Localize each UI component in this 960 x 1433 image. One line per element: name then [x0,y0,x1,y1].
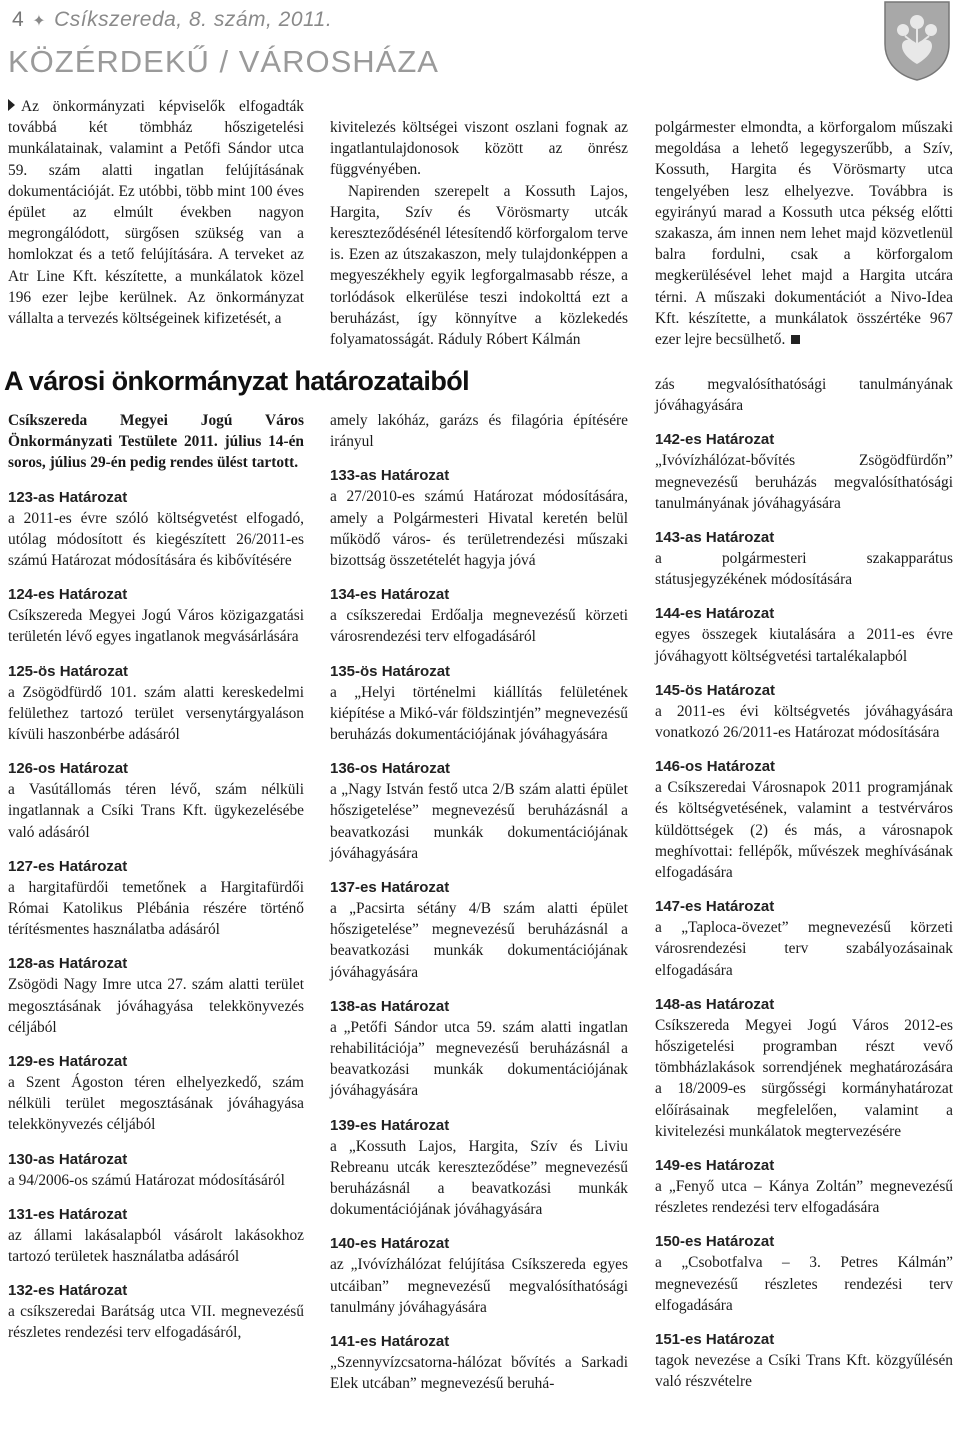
decision-heading: 145-ös Határozat [655,681,776,699]
decision-heading: 139-es Határozat [330,1116,450,1134]
decision-heading: 149-es Határozat [655,1157,775,1175]
decision-text: Csíkszereda Megyei Jogú Város közigazgatási területén lévő egyes ingatlanok megvásárlására [8,607,304,646]
decision-text: a „Petőfi Sándor utca 59. szám alatti ingatlan rehabilitációja” megnevezésű beruházásnál a beavatkozási munkák dokumentációjának jóváhagyására [330,1018,628,1100]
decision-text: a „Pacsirta sétány 4/B szám alatti épület hőszigetelése” megnevezésű beruházásnál a beavatkozási munkák dokumentációjának jóváhagyására [330,900,628,981]
decision-text: a „Helyi történelmi kiállítás felületének kiépítése a Mikó-vár földszintjén” megnevezésű beruházás dokumentációjának jóváhagyására [330,683,628,744]
decision-text: a „Csobotfalva – 3. Petres Kálmán” megnevezésű részletes rendezési terv elfogadására [655,1254,953,1314]
decisions-column-2 [330,410,628,1395]
decision-heading: 132-es Határozat [8,1282,128,1300]
decision-heading: 130-as Határozat [8,1150,128,1168]
decision-text: a „Fenyő utca – Kánya Zoltán” megnevezésű részletes rendezési terv elfogadására [655,1178,953,1217]
decision-heading: 124-es Határozat [8,586,128,604]
decisions-column-1 [8,410,304,1344]
decision-heading: 148-as Határozat [655,995,775,1013]
decision-heading: 131-es Határozat [8,1205,128,1223]
decision-text: a „Nagy István festő utca 2/B szám alatti épület hőszigetelése” megnevezésű beruházásnál a beavatkozási munkák dokumentációjának jóváhagyására [330,781,628,862]
decision-text: a Szent Ágoston téren elhelyezkedő, szám nélküli terület megosztásának jóváhagyása telekkönyvezés céljából [8,1074,304,1134]
article-column-3 [655,117,953,350]
decision-text: a hargitafürdői temetőnek a Hargitafürdői Római Katolikus Plébánia részére történő térítésmentes használatba adásáról [8,878,304,939]
decision-text: a polgármesteri szakapparátus státusjegyzékének módosítására [655,550,953,589]
decision-text: a 2011-es évre szóló költségvetést elfogadó, utólag módosított és kiegészített 26/2011-es számú Határozat módosítására és kibővítésére [8,509,304,570]
arrow-right-icon [8,99,15,111]
decision-text: „Szennyvízcsatorna-hálózat bővítés a Sarkadi Elek utcában” megnevezésű beruhá- [330,1354,628,1393]
decision-heading: 129-es Határozat [8,1053,128,1071]
coat-of-arms-icon [882,0,952,82]
decision-text: a csíkszeredai Erdőalja megnevezésű körzeti városrendezési terv elfogadásáról [330,607,628,646]
article-text-3: polgármester elmondta, a körforgalom műszaki megoldása a lehető legegyszerűbb, a Szív, Kossuth, Hargita és Vörösmarty utca tengelyében lesz elhelyezve. Továbbra is egyirányú marad a Kossuth utca pékség előtti szakasza, ám innen nem lehet majd közvetlenül balra fordulni, csak a körforgalom megkerülésével lehet majd a Hargita utcára térni. A műszaki dokumentációt a Nivo-Idea Kft. készítette, a munkálatok összértéke 967 ezer lejre becsülhető. [655,119,953,349]
decision-text: a Vasútállomás téren lévő, szám nélküli ingatlannak a Csíki Trans Kft. ügykezelésébe való adásáról [8,781,304,841]
decision-heading: 126-os Határozat [8,760,129,778]
decision-text: a 27/2010-es számú Határozat módosítására, amely a Polgármesteri Hivatal keretén belül működő város- és területrendezési műszaki bizottság összetételét hagyja jóvá [330,488,628,570]
decision-heading: 150-es Határozat [655,1233,775,1251]
end-mark-icon [791,335,800,344]
decision-text: Zsögödi Nagy Imre utca 27. szám alatti terület megosztásának jóváhagyása telekkönyvezés céljából [8,976,304,1036]
decision-heading: 123-as Határozat [8,488,128,506]
article-column-2 [330,117,628,350]
decision-heading: 135-ös Határozat [330,662,451,680]
decision-text: egyes összegek kiutalására a 2011-es évre jóváhagyott költségvetési tartalékalapból [655,626,953,665]
decisions-column-3 [655,374,953,1393]
issue-info: Csíkszereda, 8. szám, 2011. [54,8,333,31]
decision-text: „Ivóvízhálózat-bővítés Zsögödfürdőn” megnevezésű beruházás megvalósíthatósági tanulmányának jóváhagyására [655,452,953,512]
decision-text: Csíkszereda Megyei Jogú Város 2012-es hőszigetelési programban részt vevő tömbházlakások sorrendjének meghatározására a 18/2009-es sürgősségi kormányhatározat előírásainak megfelelően, valamint a kivitelezési munkálatok megtervezésére [655,1016,953,1140]
decision-heading: 134-es Határozat [330,586,450,604]
decision-text: a csíkszeredai Barátság utca VII. megnevezésű részletes rendezési terv elfogadásáról, [8,1303,304,1342]
decisions-col3-lead: zás megvalósíthatósági tanulmányának jóváhagyására [655,376,953,415]
decision-text: a Zsögödfürdő 101. szám alatti kereskedelmi felülethez tartozó terület versenytárgyaláson kívüli haszonbérbe adásáról [8,683,304,744]
article-text-1: Az önkormányzati képviselők elfogadták továbbá két tömbház hőszigetelési munkálatainak, valamint a Petőfi Sándor utca 59. szám alatti ingatlan felújításának dokumentációját. Ez utóbbi, több mint 100 éves épület az elmúlt években nagyon megrongálódott, sürgősen szükség van a homlokzat és a tető felújítására. A terveket az Atr Line Kft. készítette, a munkálatok közel 196 ezer lejbe kerülnek. Az önkormányzat vállalta a tervezés költségeinek kifizetését, a [8,98,304,328]
page-header [12,8,332,32]
article-text-2a: kivitelezés költségei viszont oszlani fognak az ingatlantulajdonosok között az önrész függvényében. [330,119,628,179]
decision-heading: 141-es Határozat [330,1333,450,1351]
decision-text: a „Taploca-övezet” megnevezésű körzeti városrendezési terv szabályozásainak elfogadására [655,919,953,979]
decision-heading: 146-os Határozat [655,758,776,776]
decision-heading: 144-es Határozat [655,605,775,623]
page-number: 4 [12,8,25,31]
decision-heading: 137-es Határozat [330,879,450,897]
decision-heading: 127-es Határozat [8,857,128,875]
decision-heading: 147-es Határozat [655,898,775,916]
decision-text: a Csíkszeredai Városnapok 2011 programjának és költségvetésének, valamint a testvérváros küldöttségek (2) és más, a városnapok meghívottai: fellépők, művészek meghívásának elfogadására [655,779,953,882]
diamond-icon: ✦ [32,13,47,30]
decision-heading: 128-as Határozat [8,955,128,973]
decision-heading: 136-os Határozat [330,760,451,778]
decision-text: a 94/2006-os számú Határozat módosításáról [8,1171,285,1189]
decision-text: a 2011-es évi költségvetés jóváhagyására vonatkozó 26/2011-es Határozat módosítására [655,702,953,742]
decision-heading: 142-es Határozat [655,431,775,449]
decisions-title: A városi önkormányzat határozataiból [4,366,470,396]
decision-heading: 143-as Határozat [655,529,775,547]
decision-heading: 140-es Határozat [330,1235,450,1253]
decisions-col2-lead: amely lakóház, garázs és filagória építésére irányul [330,412,628,451]
article-text-2b: Napirenden szerepelt a Kossuth Lajos, Hargita, Szív és Vörösmarty utcák kereszteződésénél létesítendő körforgalom terve is. Ezen az útszakaszon, mely tulajdonképpen a megyeszékhely egyik legforgalmasabb része, a torlódások elkerülése teszi indokolttá ezt a beruházást, így könnyítve a közlekedés folyamatosságát. Ráduly Róbert Kálmán [330,182,628,349]
decisions-intro: Csíkszereda Megyei Jogú Város Önkormányzati Testülete 2011. július 14-én soros, július 29-én pedig rendes ülést tartott. [8,412,304,472]
decision-text: a „Kossuth Lajos, Hargita, Szív és Liviu Rebreanu utcák kereszteződése” megnevezésű beruházásnál a beavatkozási munkák dokumentációjának jóváhagyására [330,1137,628,1219]
decision-heading: 151-es Határozat [655,1331,775,1349]
decision-heading: 138-as Határozat [330,997,450,1015]
decision-heading: 125-ös Határozat [8,662,129,680]
decision-heading: 133-as Határozat [330,467,450,485]
section-heading: KÖZÉRDEKŰ / VÁROSHÁZA [8,44,439,79]
decision-text: az állami lakásalapból vásárolt lakásokhoz tartozó területek használatba adásáról [8,1226,304,1266]
decision-text: az „Ivóvízhálózat felújítása Csíkszereda egyes utcáiban” megnevezésű megvalósíthatósági tanulmány jóváhagyására [330,1256,628,1316]
decision-text: tagok nevezése a Csíki Trans Kft. közgyűlésén való részvételre [655,1352,953,1391]
article-column-1 [8,96,304,329]
